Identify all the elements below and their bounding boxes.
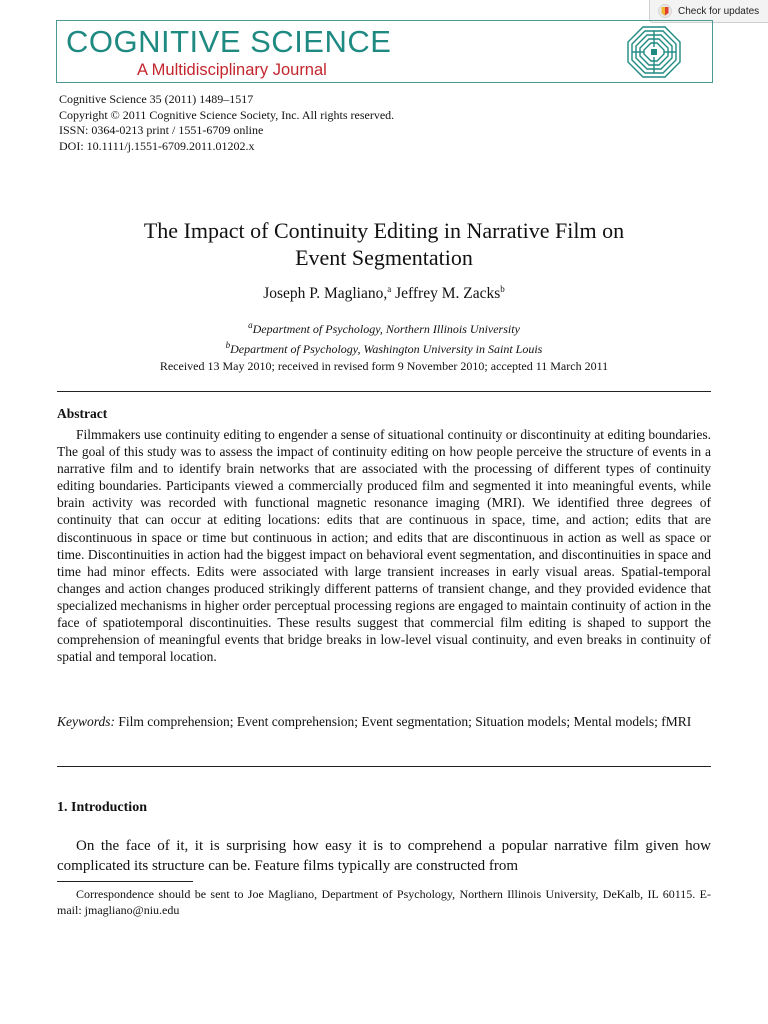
keywords [57,713,711,731]
author-affiliation-marker: a [387,284,392,294]
affiliation-marker: b [225,339,231,350]
affiliation-marker: a [248,320,253,330]
section-heading-introduction: 1. Introduction [57,800,147,815]
keywords-text: Film comprehension; Event comprehension; Event segmentation; Situation models; Mental models; fMRI [118,714,692,729]
introduction-text: On the face of it, it is surprising how easy it is to comprehend a popular narrative film given how complicated its structure can be. Feature films typically are constructed from [57,838,711,874]
copyright-line: Copyright © 2011 Cognitive Science Society, Inc. All rights reserved. [59,107,395,122]
journal-labyrinth-logo [626,25,682,79]
article-title [0,217,768,271]
citation-line: Cognitive Science 35 (2011) 1489–1517 [59,92,254,106]
journal-subtitle: A Multidisciplinary Journal [137,61,327,79]
author-name: Joseph P. Magliano, [263,285,388,303]
journal-banner [56,20,713,83]
correspondence-footnote: Correspondence should be sent to Joe Magliano, Department of Psychology, Northern Illinois University, DeKalb, IL 60115. E-mail: jmagliano@niu.edu [57,887,711,917]
abstract-bottom-rule [57,766,711,767]
crossmark-icon [658,4,672,18]
author-list [0,284,768,303]
abstract-text: Filmmakers use continuity editing to engender a sense of situational continuity or discontinuity at editing boundaries. The goal of this study was to assess the impact of continuity editing on how people perceive the structure of events in a narrative film and to identify brain networks that are associated with the processing of different types of continuity editing boundaries. Participants viewed a commercially produced film and segmented it into meaningful events, while brain activity was recorded with functional magnetic resonance imaging (MRI). We identified three degrees of continuity that can occur at editing locations: edits that are continuous in space, time, and action; edits that are discontinuous in space or time but continuous in action; and edits that are discontinuous in action as well as space or time. Discontinuities in action had the biggest impact on behavioral event segmentation, and discontinuities in space and time had minor effects. Edits were associated with large transient increases in early visual areas. Spatial-temporal changes and action changes produced strikingly different patterns of transient change, and they provided evidence that specialized mechanisms in higher order perceptual processing regions are engaged to maintain continuity of action in the face of spatiotemporal discontinuities. These results suggest that commercial film editing is shaped to support the comprehension of meaningful events that bridge breaks in low-level visual continuity, and even breaks in continuity of spatial and temporal location. [57,427,711,665]
affiliation-a [0,318,768,338]
author-name: Jeffrey M. Zacks [395,285,501,303]
keywords-label: Keywords: [57,714,115,729]
submission-dates: Received 13 May 2010; received in revised form 9 November 2010; accepted 11 March 2011 [159,359,609,373]
author-affiliation-marker: b [500,284,505,294]
journal-title: COGNITIVE SCIENCE [66,24,392,59]
affiliation-b [0,338,768,358]
affiliations [0,318,768,357]
affiliation-text: Department of Psychology, Northern Illinois University [252,322,520,336]
article-title-line-1: The Impact of Continuity Editing in Narrative Film on [143,218,625,243]
affiliation-text: Department of Psychology, Washington University in Saint Louis [230,341,543,356]
issn-line: ISSN: 0364-0213 print / 1551-6709 online [59,123,264,137]
footnote-rule [57,881,193,882]
abstract-top-rule [57,391,711,392]
doi-line[interactable]: DOI: 10.1111/j.1551-6709.2011.01202.x [59,138,255,153]
article-title-line-2: Event Segmentation [295,245,473,270]
abstract-heading: Abstract [57,406,108,421]
check-for-updates-label: Check for updates [678,5,760,17]
citation-metadata [59,92,394,154]
